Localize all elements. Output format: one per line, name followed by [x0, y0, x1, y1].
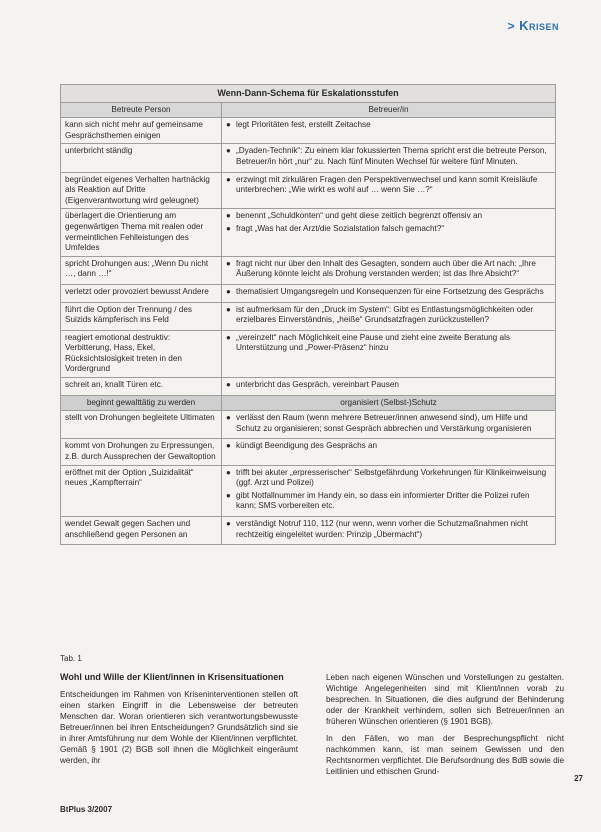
person-behavior-cell: überlagert die Orientierung am gegenwärtigen Thema mit realen oder vermeintlichen Fehlleistungen des Umfeldes: [61, 209, 222, 256]
table-row: [61, 118, 556, 144]
caregiver-response-cell: [222, 439, 556, 465]
response-bullet: ● erzwingt mit zirkulären Fragen den Perspektivenwechsel und kann somit Kreisläufe unterbrechen: „Wie wirkt es wohl auf … wenn Sie …?“: [226, 175, 551, 196]
response-bullet: ● verständigt Notruf 110, 112 (nur wenn, wenn vorher die Schutzmaßnahmen nicht rechtzeitig eingeleitet wurden: Prinzip „Übermacht“): [226, 519, 551, 540]
caregiver-response-cell: [222, 256, 556, 284]
table-body-2: [61, 411, 556, 545]
col-header-betreute-person: Betreute Person: [61, 102, 222, 118]
caregiver-response-cell: [222, 284, 556, 302]
caregiver-response-cell: [222, 209, 556, 256]
table-row: [61, 256, 556, 284]
response-bullet: ● verlässt den Raum (wenn mehrere Betreuer/innen anwesend sind), um Hilfe und Schutz zu organisieren; sonst Gespräch abbrechen und Verstärkung organisieren: [226, 413, 551, 434]
table-row: [61, 439, 556, 465]
person-behavior-cell: führt die Option der Trennung / des Suizids kämpferisch ins Feld: [61, 302, 222, 330]
response-bullet: ● kündigt Beendigung des Gesprächs an: [226, 441, 551, 452]
caregiver-response-cell: [222, 517, 556, 545]
article-paragraph: Entscheidungen im Rahmen von Kriseninterventionen stellen oft einen starken Eingriff in die Lebensweise der betreuten Menschen dar. Woran orientieren sich verantwortungsbewusste Betreuer/innen bei ihren Entscheidungen? Grundsätzlich sind sie in ihrer Amtsführung nur dem Wohle der Klient/innen verpflichtet. Gemäß § 1901 (2) BGB soll ihnen die Möglichkeit eingeräumt werden, ihr: [60, 690, 298, 765]
section-header: [508, 18, 559, 33]
person-behavior-cell: begründet eigenes Verhalten hartnäckig als Reaktion auf Dritte (Eigenverantwortung wird geleugnet): [61, 172, 222, 209]
caregiver-response-cell: [222, 411, 556, 439]
table-row: [61, 172, 556, 209]
person-behavior-cell: unterbricht ständig: [61, 144, 222, 172]
person-behavior-cell: verletzt oder provoziert bewusst Andere: [61, 284, 222, 302]
article-column-right: [326, 672, 564, 783]
issue-footer: BtPlus 3/2007: [60, 805, 113, 814]
caregiver-response-cell: [222, 302, 556, 330]
article-paragraph: In den Fällen, wo man der Besprechungspflicht nicht nachkommen kann, ist man seinem Gewissen und den Rechtsnormen verpflichtet. Die Berufsordnung des BdB sowie die Leitlinien und ethischen Grund-: [326, 734, 564, 776]
table-row: [61, 330, 556, 377]
caregiver-response-cell: [222, 144, 556, 172]
person-behavior-cell: stellt von Drohungen begleitete Ultimaten: [61, 411, 222, 439]
response-bullet: ● benennt „Schuldkonten“ und geht diese zeitlich begrenzt offensiv an: [226, 211, 551, 222]
person-behavior-cell: reagiert emotional destruktiv: Verbitterung, Hass, Ekel, Rücksichtslosigkeit treten in den Vordergrund: [61, 330, 222, 377]
article-column-left: [60, 672, 298, 772]
table-row: [61, 284, 556, 302]
table-section-2: [61, 395, 556, 411]
response-bullet: ● fragt nicht nur über den Inhalt des Gesagten, sondern auch über die Art nach: „Ihre Äußerung könnte leicht als Drohung verstanden werden; ist das Ihre Absicht?“: [226, 259, 551, 280]
table-row: [61, 209, 556, 256]
caregiver-response-cell: [222, 330, 556, 377]
table-row: [61, 517, 556, 545]
response-bullet: ● ist aufmerksam für den „Druck im System“: Gibt es Entlastungsmöglichkeiten oder erzielbares Einverständnis, „heiße“ Grundsatzfragen zurückzustellen?: [226, 305, 551, 326]
caregiver-response-cell: [222, 172, 556, 209]
page-number: 27: [574, 774, 583, 783]
section-label-right: organisiert (Selbst-)Schutz: [222, 395, 556, 411]
table-title: Wenn-Dann-Schema für Eskalationsstufen: [61, 85, 556, 103]
chevron-right-icon: >: [507, 19, 516, 33]
escalation-table: [60, 84, 556, 545]
section-label-left: beginnt gewalttätig zu werden: [61, 395, 222, 411]
person-behavior-cell: wendet Gewalt gegen Sachen und anschließend gegen Personen an: [61, 517, 222, 545]
person-behavior-cell: kommt von Drohungen zu Erpressungen, z.B. durch Aussprechen der Gewaltoption: [61, 439, 222, 465]
col-header-betreuer: Betreuer/in: [222, 102, 556, 118]
response-bullet: ● „vereinzelt“ nach Möglichkeit eine Pause und zieht eine zweite Beratung als Unterstützung und „Power-Präsenz“ hinzu: [226, 333, 551, 354]
table-caption: Tab. 1: [60, 654, 82, 663]
escalation-table-container: [60, 84, 556, 545]
person-behavior-cell: schreit an, knallt Türen etc.: [61, 378, 222, 396]
table-row: [61, 144, 556, 172]
section-label: Krisen: [519, 18, 559, 33]
table-row: [61, 465, 556, 516]
person-behavior-cell: eröffnet mit der Option „Suizidalität“ neues „Kampfterrain“: [61, 465, 222, 516]
response-bullet: ● unterbricht das Gespräch, vereinbart Pausen: [226, 380, 551, 391]
response-bullet: ● legt Prioritäten fest, erstellt Zeitachse: [226, 120, 551, 131]
caregiver-response-cell: [222, 118, 556, 144]
response-bullet: ● fragt „Was hat der Arzt/die Sozialstation falsch gemacht?“: [226, 224, 551, 235]
caregiver-response-cell: [222, 378, 556, 396]
table-row: [61, 302, 556, 330]
caregiver-response-cell: [222, 465, 556, 516]
table-row: [61, 378, 556, 396]
response-bullet: ● trifft bei akuter „erpresserischer“ Selbstgefährdung Vorkehrungen für Klinikeinweisung (ggf. Arzt und Polizei): [226, 468, 551, 489]
article-heading: Wohl und Wille der Klient/innen in Krisensituationen: [60, 672, 284, 682]
table-body-1: [61, 118, 556, 395]
person-behavior-cell: spricht Drohungen aus: „Wenn Du nicht …, dann …!“: [61, 256, 222, 284]
article-paragraph: Leben nach eigenen Wünschen und Vorstellungen zu gestalten. Wichtige Angelegenheiten sind mit Klient/innen vorab zu besprechen. In Situationen, die dies aufgrund der Behinderung oder der Krankheit verhindern, sollen sich Betreuer/innen an früheren Wünschen orientieren (§ 1901 BGB).: [326, 673, 564, 726]
table-row: [61, 411, 556, 439]
response-bullet: ● „Dyaden-Technik“: Zu einem klar fokussierten Thema spricht erst die betreute Person, Betreuer/in hört „nur“ zu. Nach fünf Minuten Wechsel für weitere fünf Minuten.: [226, 146, 551, 167]
response-bullet: ● gibt Notfallnummer im Handy ein, so dass ein informierter Dritter die Polizei rufen kann; SMS vorbereiten etc.: [226, 491, 551, 512]
person-behavior-cell: kann sich nicht mehr auf gemeinsame Gesprächsthemen einigen: [61, 118, 222, 144]
response-bullet: ● thematisiert Umgangsregeln und Konsequenzen für eine Fortsetzung des Gesprächs: [226, 287, 551, 298]
